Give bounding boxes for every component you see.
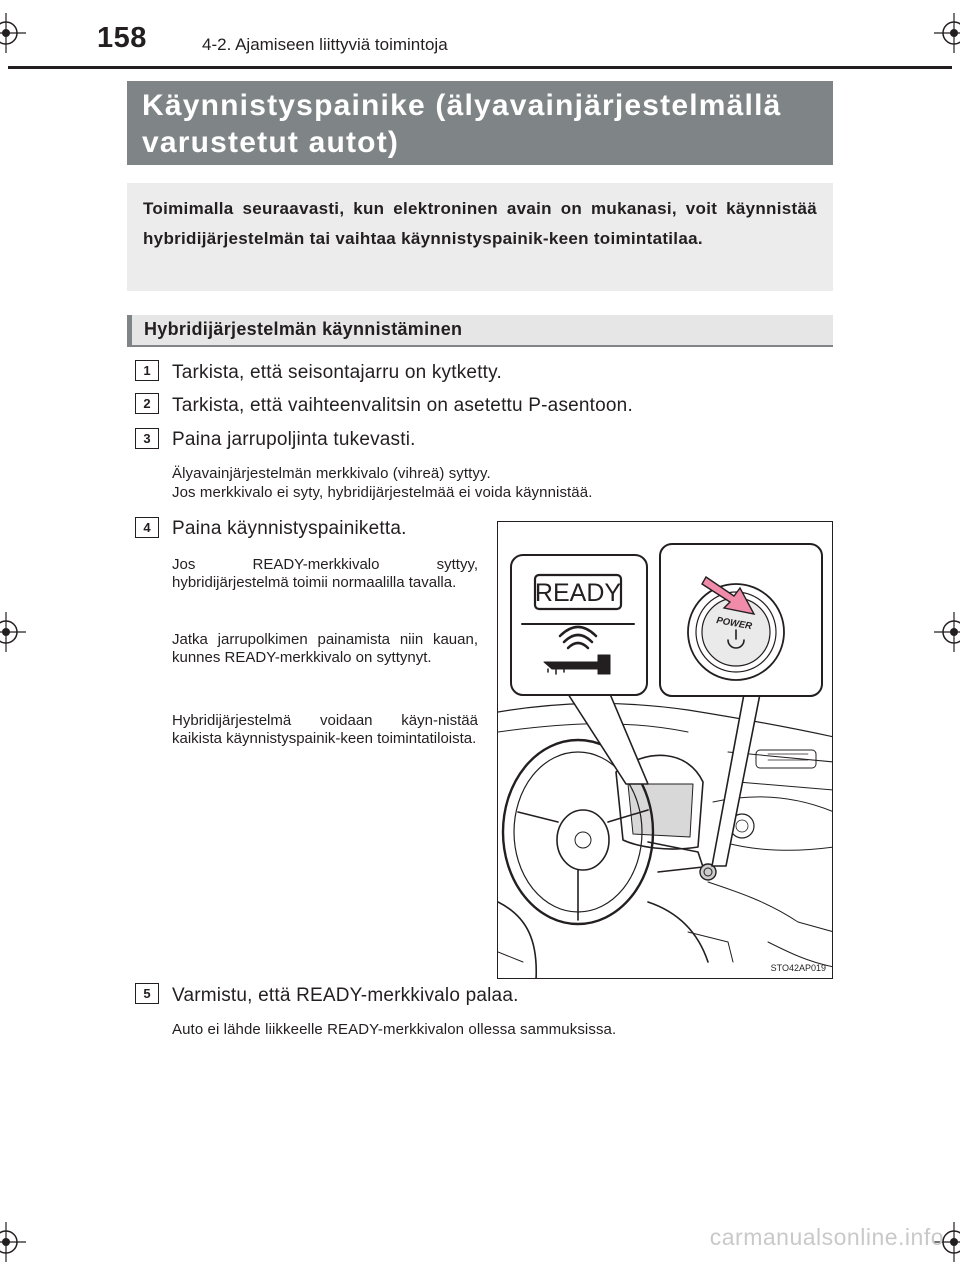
section-title: 4-2. Ajamiseen liittyviä toimintoja <box>202 35 448 54</box>
step-text: Tarkista, että seisontajarru on kytketty. <box>172 362 502 383</box>
ready-label: READY <box>534 579 622 607</box>
step-note: Hybridijärjestelmä voidaan käyn-nistää kaikista käynnistyspainik-keen toimintatiloista. <box>172 712 478 747</box>
intro-text: Toimimalla seuraavasti, kun elektroninen avain on mukanasi, voit käynnistää hybridijärjestelmän tai vaihtaa käynnistyspainik-keen toimintatilaa. <box>143 199 817 248</box>
step-note: Jatka jarrupolkimen painamista niin kauan, kunnes READY-merkkivalo on syttynyt. <box>172 631 478 666</box>
registration-mark-icon <box>0 612 26 652</box>
step-number: 5 <box>135 983 159 1004</box>
subheading <box>127 315 833 347</box>
registration-mark-icon <box>0 1222 26 1262</box>
figure-code: STO42AP019 <box>770 963 826 973</box>
registration-mark-icon <box>0 13 26 53</box>
step-number: 4 <box>135 517 159 538</box>
title-box <box>127 81 833 165</box>
step-note: Jos READY-merkkivalo syttyy, hybridijärjestelmä toimii normaalilla tavalla. <box>172 556 478 591</box>
step-note: Auto ei lähde liikkeelle READY-merkkivalon ollessa sammuksissa. <box>172 1021 617 1038</box>
step-text: Varmistu, että READY-merkkivalo palaa. <box>172 985 519 1006</box>
step-number: 2 <box>135 393 159 414</box>
power-label: POWER <box>715 615 753 633</box>
registration-mark-icon <box>934 13 960 53</box>
registration-mark-icon <box>934 612 960 652</box>
page-title: Käynnistyspainike (älyavainjärjestelmällä varustetut autot) <box>142 89 782 159</box>
step-note: Jos merkkivalo ei syty, hybridijärjestelmää ei voida käynnistää. <box>172 484 593 501</box>
ignition-figure <box>497 521 833 979</box>
subheading-text: Hybridijärjestelmän käynnistäminen <box>144 319 463 339</box>
step-number: 3 <box>135 428 159 449</box>
step-text: Paina jarrupoljinta tukevasti. <box>172 429 416 450</box>
step-note: Älyavainjärjestelmän merkkivalo (vihreä) syttyy. <box>172 465 491 482</box>
dashboard-illustration <box>498 522 833 979</box>
page-number: 158 <box>97 22 147 54</box>
step-number: 1 <box>135 360 159 381</box>
step-text: Tarkista, että vaihteenvalitsin on asetettu P-asentoon. <box>172 395 633 416</box>
step-text: Paina käynnistyspainiketta. <box>172 518 407 539</box>
header-rule <box>8 66 952 69</box>
watermark: carmanualsonline.info <box>709 1224 944 1250</box>
intro-box <box>127 183 833 291</box>
